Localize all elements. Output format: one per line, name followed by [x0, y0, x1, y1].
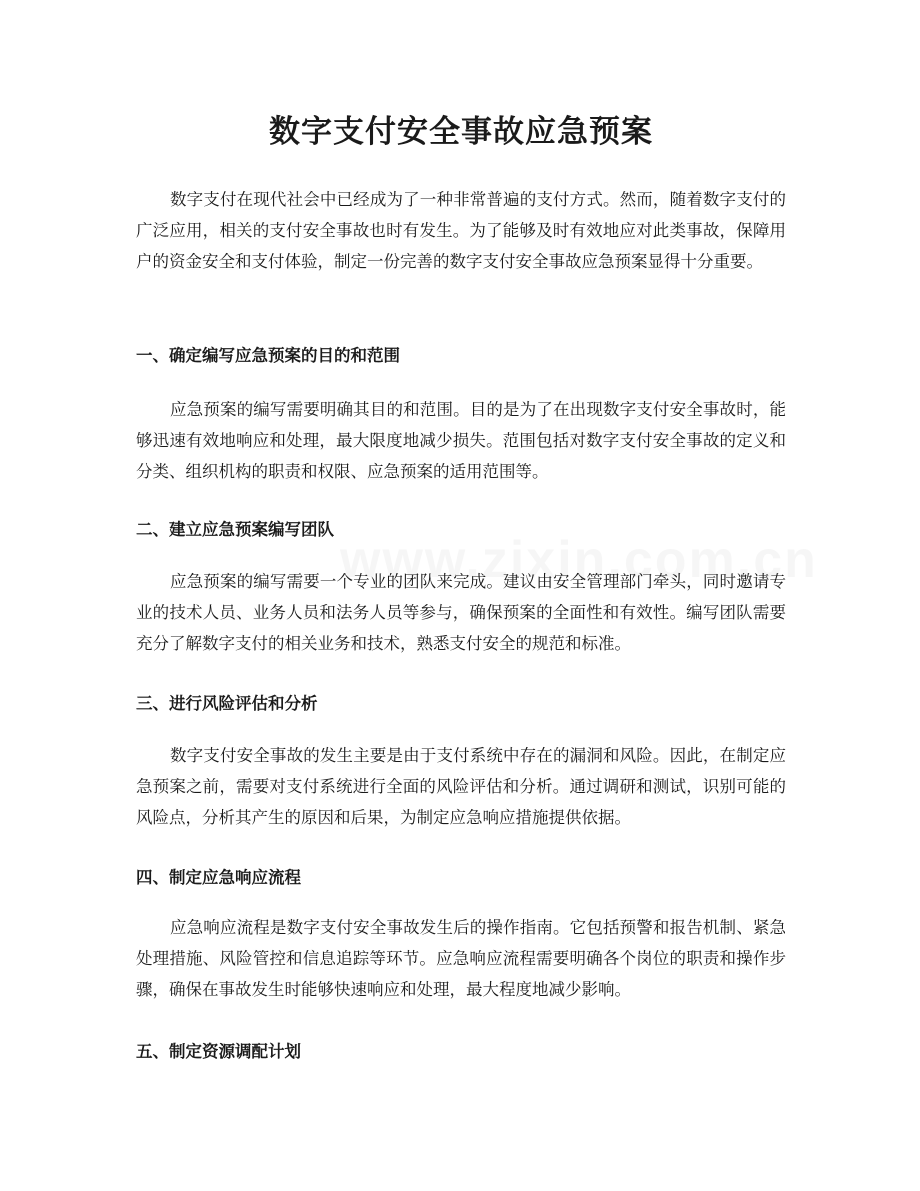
section-1-heading: 一、确定编写应急预案的目的和范围 [136, 346, 400, 365]
section-3-heading: 三、进行风险评估和分析 [136, 694, 318, 713]
section-1-body: 应急预案的编写需要明确其目的和范围。目的是为了在出现数字支付安全事故时，能够迅速有效地响应和处理，最大限度地减少损失。范围包括对数字支付安全事故的定义和分类、组织机构的职责和权限、应急预案的适用范围等。 [136, 400, 786, 481]
section-2-body: 应急预案的编写需要一个专业的团队来完成。建议由安全管理部门牵头，同时邀请专业的技术人员、业务人员和法务人员等参与，确保预案的全面性和有效性。编写团队需要充分了解数字支付的相关业务和技术，熟悉支付安全的规范和标准。 [136, 572, 786, 653]
section-3-body: 数字支付安全事故的发生主要是由于支付系统中存在的漏洞和风险。因此，在制定应急预案之前，需要对支付系统进行全面的风险评估和分析。通过调研和测试，识别可能的风险点，分析其产生的原因和后果，为制定应急响应措施提供依据。 [136, 746, 786, 827]
section-4-body: 应急响应流程是数字支付安全事故发生后的操作指南。它包括预警和报告机制、紧急处理措施、风险管控和信息追踪等环节。应急响应流程需要明确各个岗位的职责和操作步骤，确保在事故发生时能够快速响应和处理，最大程度地减少影响。 [136, 918, 786, 999]
page-title: 数字支付安全事故应急预案 [269, 114, 653, 150]
section-5-heading: 五、制定资源调配计划 [136, 1042, 301, 1061]
section-4-heading: 四、制定应急响应流程 [136, 868, 301, 887]
intro-paragraph: 数字支付在现代社会中已经成为了一种非常普遍的支付方式。然而，随着数字支付的广泛应用，相关的支付安全事故也时有发生。为了能够及时有效地应对此类事故，保障用户的资金安全和支付体验，制定一份完善的数字支付安全事故应急预案显得十分重要。 [136, 190, 786, 271]
section-2-heading: 二、建立应急预案编写团队 [136, 520, 334, 539]
